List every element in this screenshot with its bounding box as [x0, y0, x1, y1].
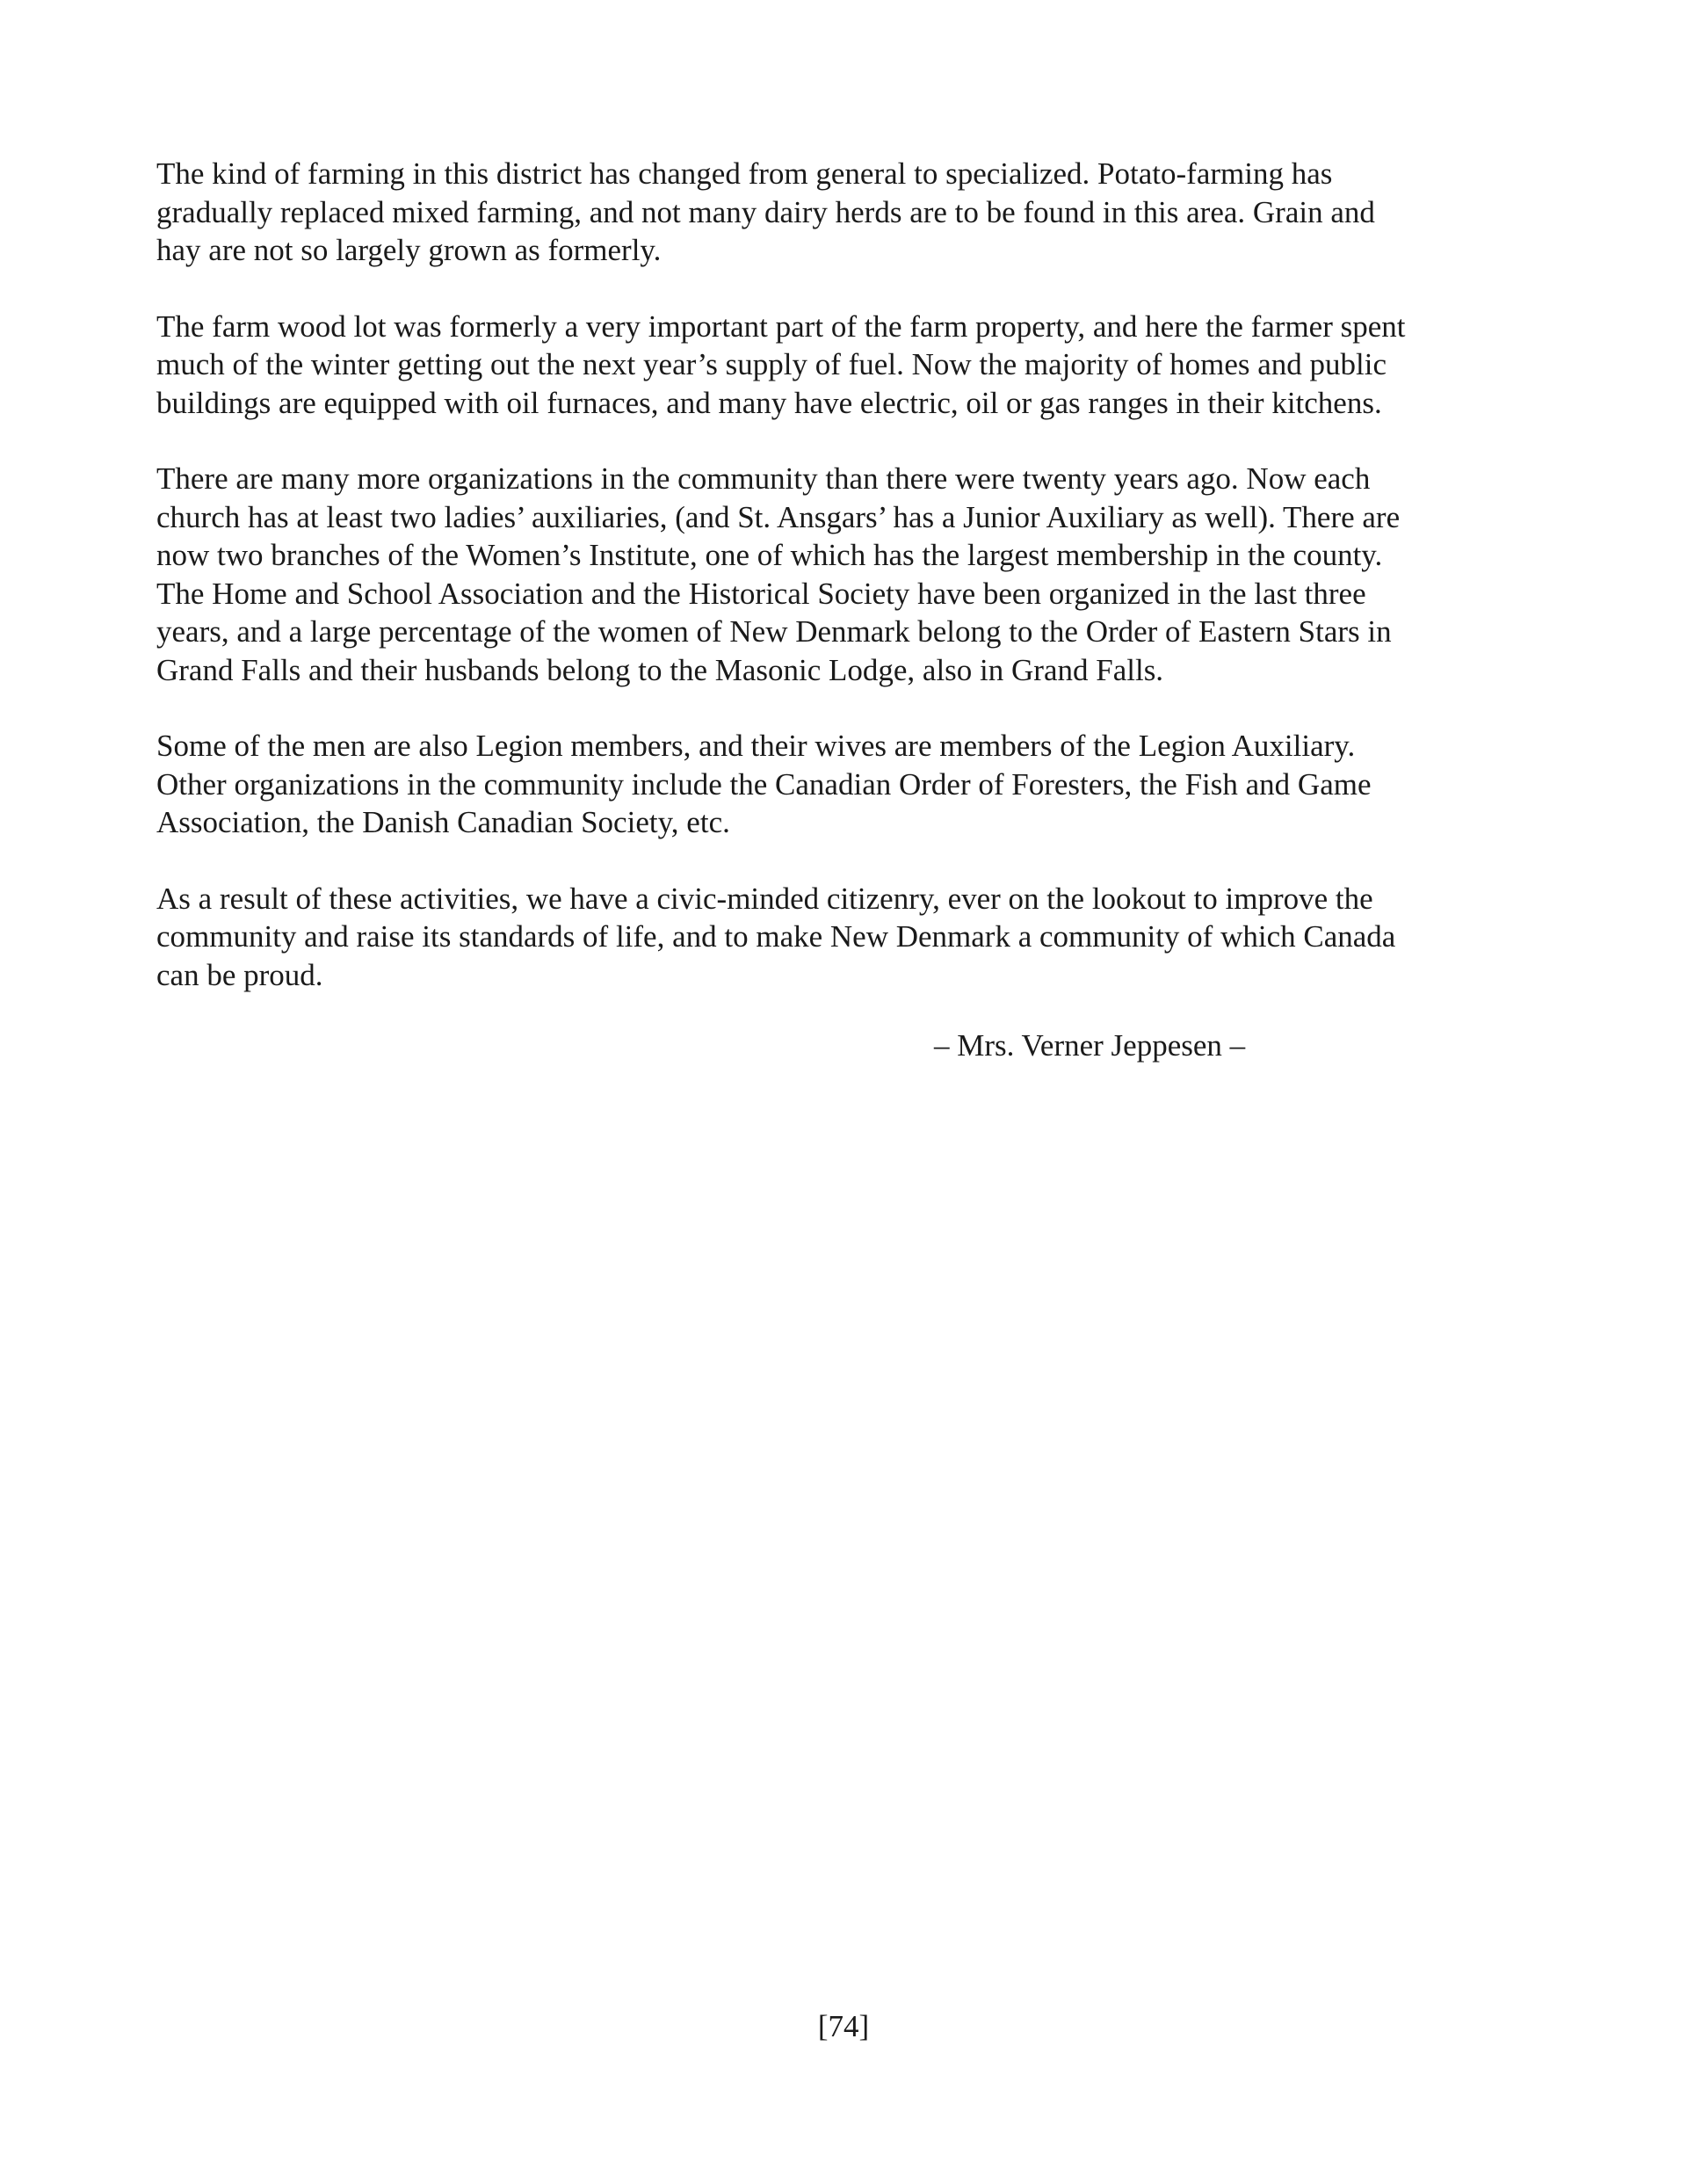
page-number: [74]: [817, 2009, 870, 2043]
author-signature: – Mrs. Verner Jeppesen –: [934, 1028, 1246, 1063]
paragraph-civic: As a result of these activities, we have a civic-minded citizenry, ever on the lookout to improve the community and raise its standards of life, and to make New Denmark a community of which Canada can be proud.: [156, 881, 1396, 992]
paragraph-farming: The kind of farming in this district has changed from general to specialized. Potato-farming has gradually replaced mixed farming, and not many dairy herds are to be found in this area. Grain and hay are not so largely grown as formerly.: [156, 156, 1375, 267]
paragraph-organizations: There are many more organizations in the community than there were twenty years ago. Now each church has at least two ladies’ auxiliaries, (and St. Ansgars’ has a Junior Auxiliary as well). There are now two branches of the Women’s Institute, one of which has the largest membership in the county. The Home and School Association and the Historical Society have been organized in the last three years, and a large percentage of the women of New Denmark belong to the Order of Eastern Stars in Grand Falls and their husbands belong to the Masonic Lodge, also in Grand Falls.: [156, 461, 1401, 687]
paragraph-wood-lot: The farm wood lot was formerly a very important part of the farm property, and here the farmer spent much of the winter getting out the next year’s supply of fuel. Now the majority of homes and public buildings are equipped with oil furnaces, and many have electric, oil or gas ranges in their kitchens.: [156, 308, 1406, 420]
body-text: [156, 155, 1527, 1032]
paragraph-legion: Some of the men are also Legion members, and their wives are members of the Legion Auxiliary. Other organizations in the community include the Canadian Order of Foresters, the Fish and Game Association, the Danish Canadian Society, etc.: [156, 729, 1372, 839]
